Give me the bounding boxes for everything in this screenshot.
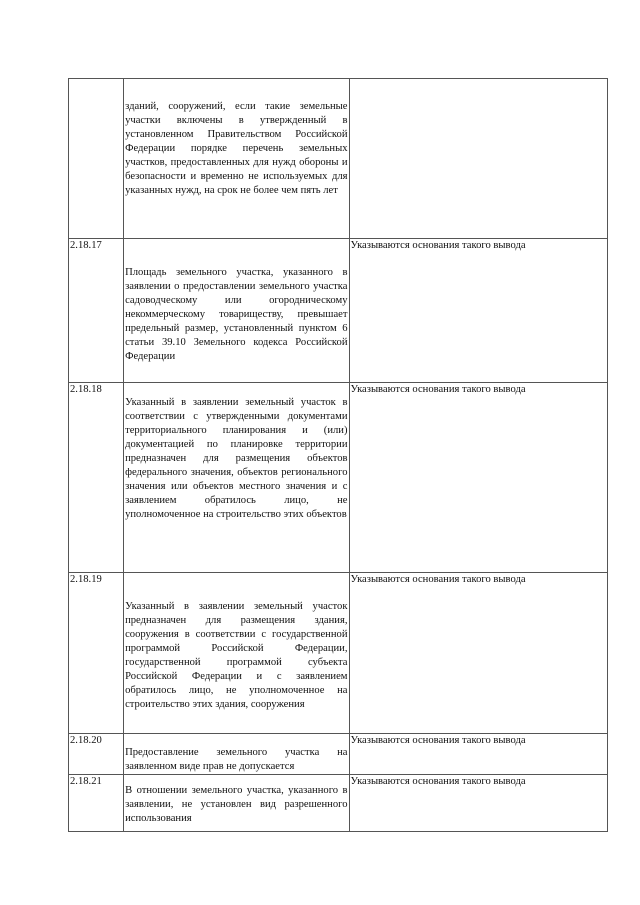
result-cell: [349, 383, 608, 573]
row-number: 2.18.20: [70, 735, 102, 746]
row-number: 2.18.21: [70, 776, 102, 787]
table-row: [69, 383, 608, 573]
row-number-cell: [69, 239, 124, 383]
result-text: Указываются основания такого вывода: [350, 384, 526, 395]
ground-text: Указанный в заявлении земельный участок в соответствии с утвержденными документами территориального планирования и (или) документацией по планировке территории предназначен для размещения объектов федерального значения, объектов регионального значения или объектов местного значения и с заявлением обратилось лицо, не уполномоченное на строительство этих объектов: [125, 397, 348, 520]
row-number-cell: [69, 79, 124, 239]
ground-text: Площадь земельного участка, указанного в заявлении о предоставлении земельного участка садоводческому или огородническому некоммерческому товариществу, превышает предельный размер, установленный пунктом 6 статьи 39.10 Земельного кодекса Российской Федерации: [125, 267, 348, 362]
grounds-table: [68, 78, 608, 832]
ground-text-cell: [124, 79, 349, 239]
ground-text-cell: [124, 775, 349, 832]
row-number: 2.18.19: [70, 574, 102, 585]
ground-text-cell: [124, 239, 349, 383]
result-cell: [349, 573, 608, 734]
result-text: Указываются основания такого вывода: [350, 240, 526, 251]
table-row: [69, 734, 608, 775]
table-row: [69, 775, 608, 832]
result-cell: [349, 239, 608, 383]
row-number-cell: [69, 573, 124, 734]
table-row: [69, 573, 608, 734]
table-row: [69, 79, 608, 239]
result-text: Указываются основания такого вывода: [350, 574, 526, 585]
ground-text: Указанный в заявлении земельный участок предназначен для размещения здания, сооружения в соответствии с государственной программой Российской Федерации, государственной программой субъекта Российской Федерации и с заявлением обратилось лицо, не уполномоченное на строительство этих здания, сооружения: [125, 601, 348, 710]
ground-text-cell: [124, 383, 349, 573]
row-number-cell: [69, 734, 124, 775]
table-row: [69, 239, 608, 383]
result-cell: [349, 79, 608, 239]
ground-text: зданий, сооружений, если такие земельные участки включены в утвержденный в установленном Правительством Российской Федерации порядке перечень земельных участков, предоставленных для нужд обороны и безопасности и временно не используемых для указанных нужд, на срок не более чем пять лет: [125, 101, 348, 196]
ground-text: Предоставление земельного участка на заявленном виде прав не допускается: [125, 747, 348, 772]
ground-text: В отношении земельного участка, указанного в заявлении, не установлен вид разрешенного использования: [125, 785, 348, 824]
result-cell: [349, 734, 608, 775]
ground-text-cell: [124, 573, 349, 734]
row-number: 2.18.18: [70, 384, 102, 395]
row-number-cell: [69, 775, 124, 832]
result-text: Указываются основания такого вывода: [350, 735, 526, 746]
row-number-cell: [69, 383, 124, 573]
row-number: 2.18.17: [70, 240, 102, 251]
ground-text-cell: [124, 734, 349, 775]
result-text: Указываются основания такого вывода: [350, 776, 526, 787]
result-cell: [349, 775, 608, 832]
